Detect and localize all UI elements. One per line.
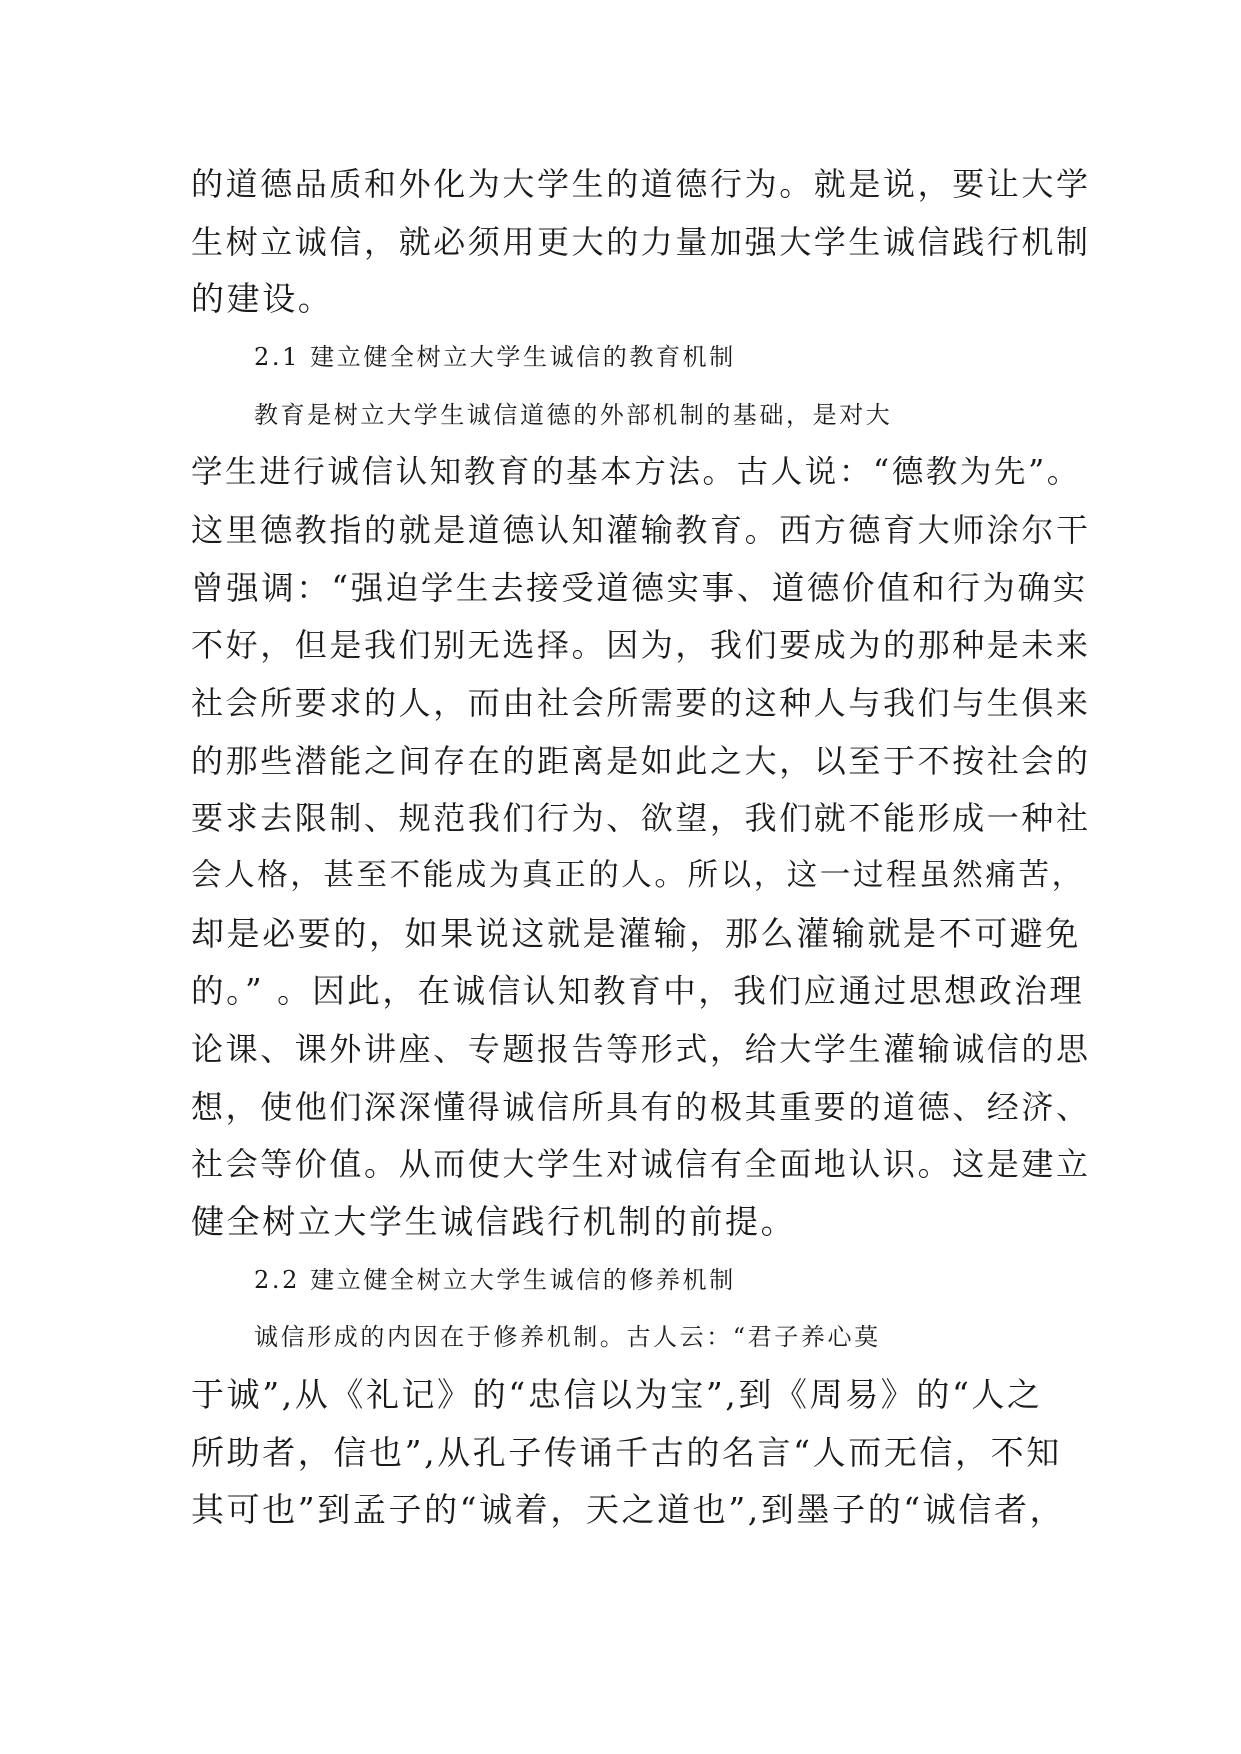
- paragraph-line: 于诚”,从《礼记》的“忠信以为宝”,到《周易》的“人之: [191, 1375, 1043, 1414]
- paragraph-line: 的建设。: [191, 279, 334, 318]
- paragraph-line: 生树立诚信，就必须用更大的力量加强大学生诚信践行机制: [191, 223, 1091, 261]
- paragraph-line: 所助者，信也”,从孔子传诵千古的名言“人而无信，不知: [191, 1433, 1062, 1472]
- paragraph-line: 健全树立大学生诚信践行机制的前提。: [191, 1202, 797, 1241]
- paragraph-line: 学生进行诚信认知教育的基本方法。古人说：“德教为先”。: [191, 454, 1081, 490]
- section-heading-2-2: 2.2 建立健全树立大学生诚信的修养机制: [254, 1266, 736, 1294]
- paragraph-line: 曾强调：“强迫学生去接受道德实事、道德价值和行为确实: [191, 569, 1088, 607]
- paragraph-line: 想，使他们深深懂得诚信所具有的极其重要的道德、经济、: [191, 1088, 1091, 1126]
- paragraph-line: 的那些潜能之间存在的距离是如此之大，以至于不按社会的: [191, 742, 1091, 780]
- paragraph-line: 教育是树立大学生诚信道德的外部机制的基础，是对大: [254, 401, 893, 429]
- section-heading-2-1: 2.1 建立健全树立大学生诚信的教育机制: [254, 343, 736, 371]
- paragraph-line: 却是必要的，如果说这就是灌输，那么灌输就是不可避免: [191, 914, 1081, 953]
- paragraph-line: 的。” 。因此，在诚信认知教育中，我们应通过思想政治理: [191, 972, 1085, 1010]
- paragraph-line: 要求去限制、规范我们行为、欲望，我们就不能形成一种社: [191, 799, 1091, 837]
- paragraph-line: 论课、课外讲座、专题报告等形式，给大学生灌输诚信的思: [191, 1030, 1091, 1068]
- paragraph-line: 社会所要求的人，而由社会所需要的这种人与我们与生俱来: [191, 684, 1091, 722]
- paragraph-line: 的道德品质和外化为大学生的道德行为。就是说，要让大学: [191, 165, 1091, 203]
- paragraph-line: 这里德教指的就是道德认知灌输教育。西方德育大师涂尔干: [191, 511, 1091, 549]
- paragraph-line: 不好，但是我们别无选择。因为，我们要成为的那种是未来: [191, 626, 1091, 664]
- paragraph-line: 社会等价值。从而使大学生对诚信有全面地认识。这是建立: [191, 1145, 1091, 1183]
- paragraph-line: 会人格，甚至不能成为真正的人。所以，这一过程虽然痛苦，: [191, 858, 1085, 893]
- paragraph-line: 诚信形成的内因在于修养机制。古人云：“君子养心莫: [254, 1323, 881, 1351]
- paragraph-line: 其可也”到孟子的“诚着，天之道也”,到墨子的“诚信者，: [191, 1490, 1066, 1529]
